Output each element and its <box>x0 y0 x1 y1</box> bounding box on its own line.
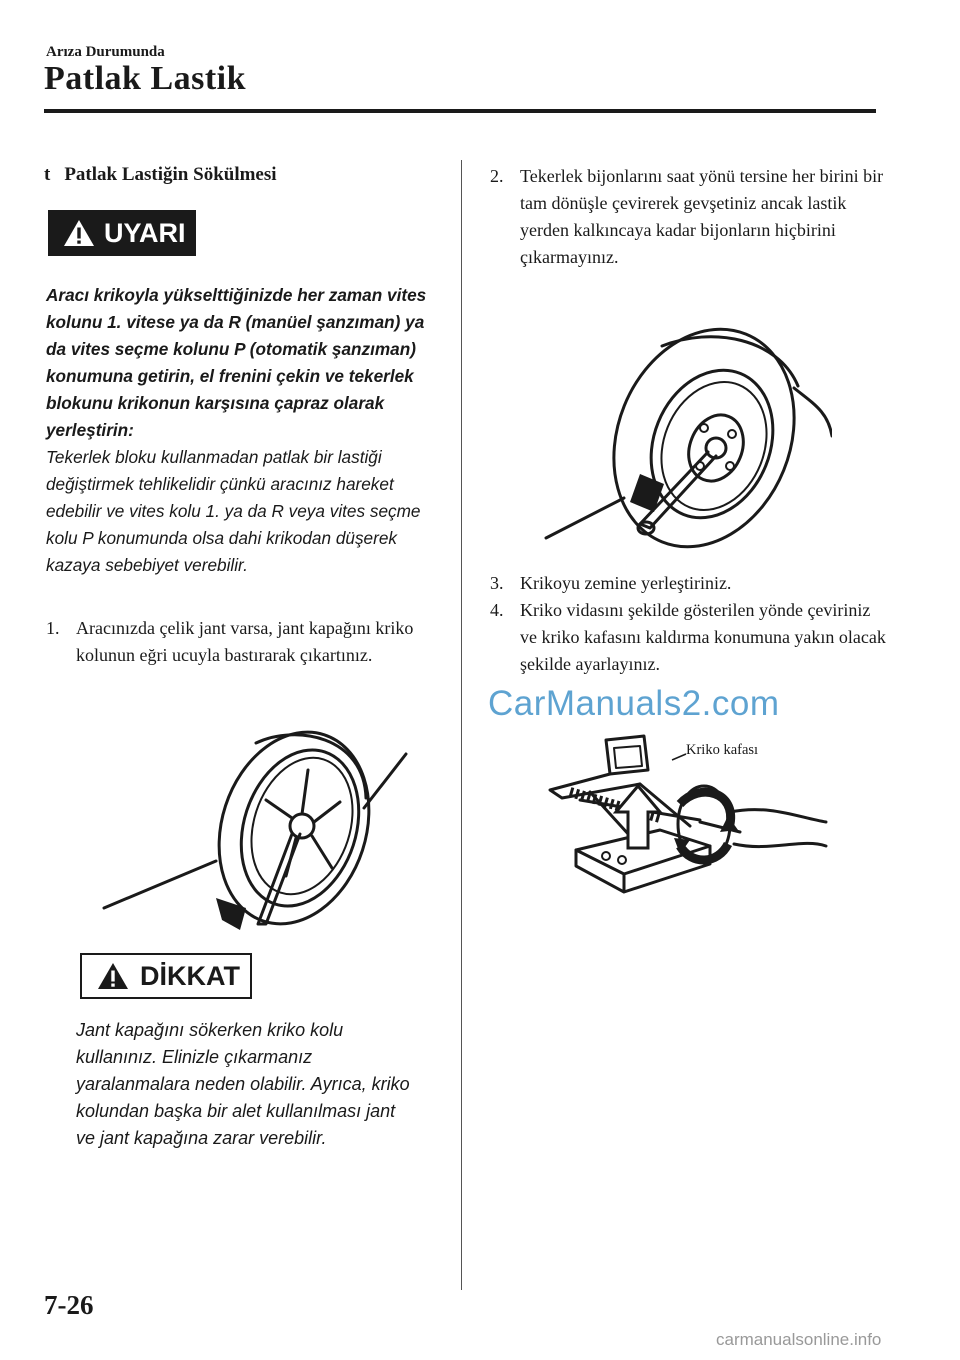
step-1-number: 1. <box>46 618 60 638</box>
step-2-text: Tekerlek bijonlarını saat yönü tersine her birini bir tam dönüşle çevirerek gevşetiniz ancak lastik yerden kalkıncaya kadar bijonların hiçbirini çıkarmayınız. <box>520 166 884 267</box>
figure-loosen-lug-nuts <box>542 316 832 556</box>
caution-triangle-icon <box>96 961 130 991</box>
watermark-footer: carmanualsonline.info <box>716 1330 882 1349</box>
caution-badge <box>80 953 252 999</box>
subheading-bullet: t <box>44 164 51 185</box>
watermark: CarManuals2.com <box>488 684 780 723</box>
warning-label: UYARI <box>104 217 186 248</box>
subheading-text: Patlak Lastiğin Sökülmesi <box>64 164 277 185</box>
step-1-text: Aracınızda çelik jant varsa, jant kapağını kriko kolunun eğri ucuyla bastırarak çıkartınız. <box>76 618 414 665</box>
section-name: Arıza Durumunda <box>46 44 165 60</box>
warning-text: Tekerlek bloku kullanmadan patlak bir lastiği değiştirmek tehlikelidir çünkü aracınız hareket edebilir ve vites kolu 1. ya da R veya vites seçme kolu P konumunda olsa dahi krikodan düşerek kazaya sebebiyet verebilir. <box>46 447 421 575</box>
column-divider <box>461 160 462 1290</box>
step-3-text: Krikoyu zemine yerleştiriniz. <box>520 573 732 593</box>
warning-badge <box>48 210 196 256</box>
step-2 <box>490 163 890 271</box>
subheading <box>44 164 277 186</box>
page-number: 7-26 <box>44 1290 94 1320</box>
step-4 <box>490 597 890 678</box>
jack-head-label: Kriko kafası <box>686 742 759 758</box>
step-4-number: 4. <box>490 600 504 620</box>
step-2-number: 2. <box>490 166 504 186</box>
step-4-text: Kriko vidasını şekilde gösterilen yönde çeviriniz ve kriko kafasını kaldırma konumuna yakın olacak şekilde ayarlayınız. <box>520 600 886 674</box>
figure-wheel-cap-removal <box>96 718 416 938</box>
caution-label: DİKKAT <box>140 960 240 991</box>
step-3-number: 3. <box>490 573 504 593</box>
caution-text: Jant kapağını sökerken kriko kolu kullanınız. Elinizle çıkarmanız yaralanmalara neden olabilir. Ayrıca, kriko kolundan başka bir alet kullanılması jant ve jant kapağına zarar verebilir. <box>76 1020 410 1148</box>
page-title: Patlak Lastik <box>44 60 247 97</box>
step-1 <box>46 615 436 669</box>
header-rule <box>44 109 876 113</box>
step-3 <box>490 570 890 597</box>
warning-bold-text: Aracı krikoyla yükselttiğinizde her zaman vites kolunu 1. vitese ya da R (manüel şanzıman) ya da vites seçme kolunu P (otomatik şanzıman) konumuna getirin, el frenini çekin ve tekerlek blokunu krikonun karşısına çapraz olarak yerleştirin: <box>46 285 427 440</box>
warning-triangle-icon <box>62 218 96 248</box>
warning-body <box>46 282 436 579</box>
